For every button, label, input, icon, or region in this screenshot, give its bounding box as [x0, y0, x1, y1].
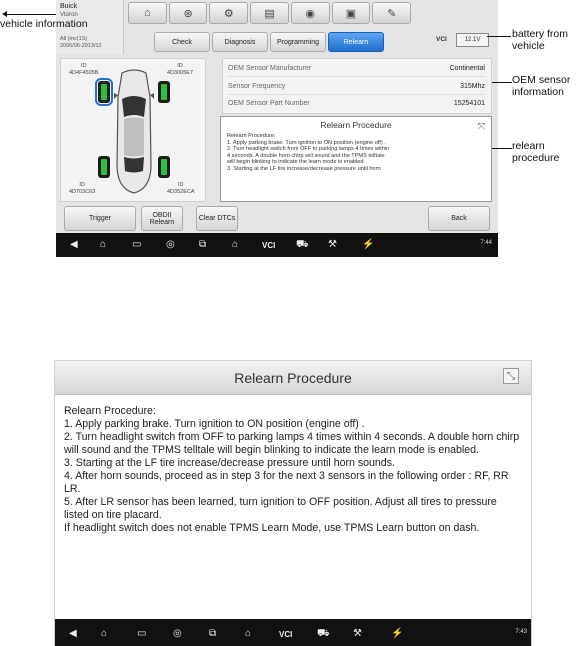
printer-icon[interactable]: ▤ [250, 2, 289, 24]
help-icon[interactable]: ◉ [291, 2, 330, 24]
vci-icon[interactable]: VCI [262, 241, 276, 250]
save-icon[interactable]: ▣ [332, 2, 371, 24]
vehicle-model: Vtoron [60, 12, 78, 18]
arrow-icon [2, 11, 7, 17]
relearn-procedure-full-text: Relearn Procedure: 1. Apply parking brake. Turn ignition to ON position (engine off) . 2. Turn headlight switch from OFF to parking lamps 4 times within 4 seconds. A double horn chirp will sound and the TPMS telltale will begin blinking to indicate the learn mode is enabled. 3. Starting at the LF tire increase/decrease pressure until horn sounds. 4. After horn sounds, proceed as in step 3 for the next 3 sensors in the following order : RF, RR LR. 5. After LR sensor has been learned, turn ignition to OFF position. Adjust all tires to pressure listed on tire placard. If headlight switch does not enable TPMS Learn Mode, use TPMS Learn button on dash. [64, 405, 520, 534]
sensor-id-rear-right: ID 4D352ECA [167, 182, 195, 195]
car-service-icon[interactable]: ⚒ [353, 628, 362, 639]
oem-row-manufacturer: OEM Sensor Manufacturer Continental [228, 61, 485, 77]
tire-icon[interactable]: ⊛ [169, 2, 208, 24]
relearn-procedure-fullscreen [54, 360, 532, 646]
screenshot-icon[interactable]: ⧉ [209, 628, 217, 639]
pen-icon[interactable]: ✎ [372, 2, 411, 24]
autel-home-icon[interactable]: ⌂ [232, 239, 239, 250]
vci-label: VCI [436, 36, 447, 43]
tire-pressure-gauge [161, 159, 167, 175]
obd-relearn-button[interactable]: OBDII Relearn [141, 206, 183, 231]
annotation-line [492, 82, 512, 83]
gear-icon[interactable]: ⚙ [209, 2, 248, 24]
car-icon[interactable]: ⛟ [317, 628, 330, 639]
android-nav-bar [55, 619, 532, 646]
oem-sensor-panel [222, 58, 492, 114]
car-top-view-icon [112, 67, 156, 195]
autel-home-icon[interactable]: ⌂ [245, 628, 252, 639]
function-button-bar [56, 206, 498, 232]
toolbar [128, 2, 413, 24]
tab-diagnosis[interactable]: Diagnosis [212, 32, 268, 52]
car-service-icon[interactable]: ⚒ [328, 239, 337, 250]
sensor-id-front-left: ID 4D4F4505B [69, 63, 99, 76]
page-title: Relearn Procedure [234, 370, 352, 386]
battery-test-icon[interactable]: ⚡ [362, 239, 375, 250]
relearn-screen-overview [56, 0, 498, 257]
vci-icon[interactable]: VCI [279, 630, 293, 639]
battery-voltage: 12.1V [456, 33, 489, 47]
relearn-procedure-panel[interactable] [220, 116, 492, 202]
vehicle-year: All (mc(1S) 2006/06-2013/12 [60, 36, 102, 49]
annotation-line [487, 36, 511, 37]
collapse-icon[interactable]: ⤡ [503, 368, 519, 384]
clear-dtcs-button[interactable]: Clear DTCs [196, 206, 238, 231]
recent-apps-icon[interactable]: ▭ [132, 239, 142, 250]
recent-apps-icon[interactable]: ▭ [137, 628, 147, 639]
relearn-procedure-text: Relearn Procedure: 1. Apply parking brake. Turn ignition to ON position (engine off) . 2. Turn headlight switch from OFF to parking lamps 4 times within 4 seconds. A double horn chirp will sound and the TPMS telltale will begin blinking to indicate the learn mode is enabled. 3. Starting at the LF tire increase/decrease pressure until horn [227, 133, 390, 172]
tire-pressure-gauge [161, 84, 167, 100]
android-nav-bar [56, 233, 498, 257]
tire-rear-left[interactable] [98, 156, 110, 178]
annotation-relearn: relearn procedure [512, 140, 560, 164]
function-tabs [154, 32, 386, 52]
home-icon[interactable]: ⌂ [128, 2, 167, 24]
back-button[interactable]: Back [428, 206, 490, 231]
fullscreen-header [55, 361, 531, 395]
tire-pressure-gauge [101, 84, 107, 100]
sensor-id-rear-left: ID 4D703C63 [69, 182, 96, 195]
annotation-vehicle-info: vehicle information [0, 18, 88, 30]
home-icon[interactable]: ⌂ [100, 239, 107, 250]
tab-check[interactable]: Check [154, 32, 210, 52]
status-time: 7:44 [480, 240, 492, 246]
battery-test-icon[interactable]: ⚡ [391, 628, 404, 639]
home-icon[interactable]: ⌂ [101, 628, 108, 639]
tab-programming[interactable]: Programming [270, 32, 326, 52]
tire-pressure-gauge [101, 159, 107, 175]
oem-row-frequency: Sensor Frequency 315Mhz [228, 79, 485, 95]
expand-icon[interactable]: ⤧ [477, 121, 485, 131]
relearn-panel-title: Relearn Procedure [320, 120, 392, 130]
screenshot-icon[interactable]: ⧉ [199, 239, 207, 250]
status-time: 7:43 [515, 629, 527, 635]
trigger-button[interactable]: Trigger [64, 206, 136, 231]
back-arrow-icon[interactable]: ◀ [70, 239, 78, 250]
oem-row-part-number: OEM Sensor Part Number 15254101 [228, 100, 485, 107]
browser-icon[interactable]: ◎ [173, 628, 182, 639]
tire-rear-right[interactable] [158, 156, 170, 178]
tire-sensor-panel [60, 58, 206, 202]
tab-relearn[interactable]: Relearn [328, 32, 384, 52]
tire-front-right[interactable] [158, 81, 170, 103]
annotation-line [492, 148, 512, 149]
browser-icon[interactable]: ◎ [166, 239, 175, 250]
annotation-battery: battery from vehicle [512, 28, 569, 52]
sensor-id-front-right: ID 4D3005E7 [167, 63, 193, 76]
car-icon[interactable]: ⛟ [296, 239, 309, 250]
tire-front-left[interactable] [98, 81, 110, 103]
back-arrow-icon[interactable]: ◀ [69, 628, 77, 639]
annotation-oem-sensor: OEM sensor information [512, 74, 571, 98]
annotation-line [6, 14, 56, 15]
vehicle-make: Buick [60, 3, 78, 10]
